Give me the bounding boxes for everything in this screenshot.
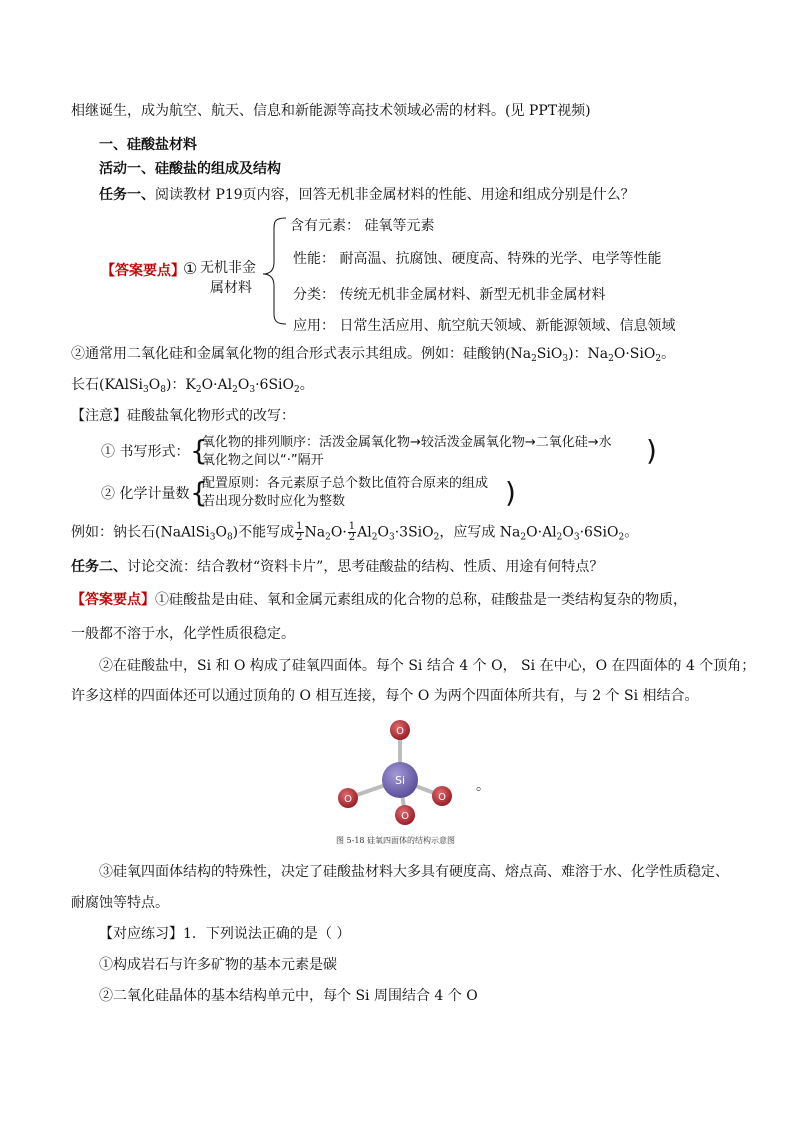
task2-text: 讨论交流：结合教材“资料卡片”，思考硅酸盐的结构、性质、用途有何特点？ — [127, 559, 604, 575]
svg-text:O: O — [401, 811, 409, 822]
tetrahedron-figure — [330, 716, 470, 828]
activity-title: 活动一、硅酸盐的组成及结构 — [99, 161, 281, 177]
figure-caption: 图 5-18 硅氧四面体的结构示意图 — [336, 836, 456, 845]
tree-item: 分类： 传统无机非金属材料、新型无机非金属材料 — [293, 287, 606, 303]
task2-label: 任务二、 — [71, 559, 127, 575]
section-title: 一、硅酸盐材料 — [99, 137, 197, 153]
para-si-line2: 许多这样的四面体还可以通过顶角的 O 相互连接，每个 O 为两个四面体所共有，与 2 个 Si 相结合。 — [71, 688, 699, 704]
note1-line1: 氧化物的排列顺序：活泼金属氧化物→较活泼金属氧化物→二氧化硅→水 — [202, 435, 612, 450]
tree-num: ① — [183, 259, 198, 278]
fraction: $\frac{1}{2}$ — [348, 521, 356, 543]
figure-trailing-mark: 。 — [476, 778, 490, 794]
exercise-option: ①构成岩石与许多矿物的基本元素是碳 — [99, 957, 337, 973]
tree-root-line1: 无机非金 — [200, 260, 256, 276]
tree-brace — [260, 214, 290, 328]
para-sodium-silicate: ②通常用二氧化硅和金属氧化物的组合形式表示其组成。例如：硅酸钠$(Na_2SiO_3)$：$Na_2O\cdot SiO_2$。 — [71, 346, 676, 364]
para-feldspar: 长石$(KAlSi_3O_8)$：$K_2O\cdot Al_2O_3\cdot 6SiO_2$。 — [71, 377, 314, 395]
note2-line1: 配置原则：各元素原子总个数比值符合原来的组成 — [202, 476, 489, 491]
silicon-atom — [382, 762, 418, 798]
exercise-option: ②二氧化硅晶体的基本结构单元中，每个 Si 周围结合 4 个 O — [99, 988, 478, 1004]
tetrahedron-svg — [330, 716, 470, 828]
answer-label: 【答案要点】 — [101, 263, 185, 279]
tree-item: 性能： 耐高温、抗腐蚀、硬度高、特殊的光学、电学等性能 — [293, 251, 662, 267]
note1-right-paren: ) — [646, 434, 657, 467]
svg-text:O: O — [396, 726, 404, 737]
para3b-line2: 耐腐蚀等特点。 — [71, 895, 169, 911]
note1-line2: 氧化物之间以“·”隔开 — [202, 453, 324, 468]
tree-root-line2: 属材料 — [210, 280, 252, 296]
task1-text: 阅读教材 P19页内容，回答无机非金属材料的性能、用途和组成分别是什么？ — [155, 187, 635, 203]
svg-text:Si: Si — [394, 774, 406, 787]
task1 — [99, 185, 635, 205]
para-si-line1: ②在硅酸盐中，Si 和 O 构成了硅氧四面体。每个 Si 结合 4 个 O， Si 在中心，O 在四面体的 4 个顶角； — [99, 658, 756, 674]
oxygen-atom — [338, 788, 358, 808]
note2-label: ② 化学计量数 — [101, 486, 190, 502]
exercise-title: 【对应练习】1．下列说法正确的是（ ） — [99, 926, 351, 942]
note-title: 【注意】硅酸盐氧化物形式的改写： — [71, 408, 295, 424]
answer2-line2: 一般都不溶于水，化学性质很稳定。 — [71, 626, 295, 642]
oxygen-atom — [395, 805, 415, 825]
intro-line: 相继诞生，成为航空、航天、信息和新能源等高技术领域必需的材料。(见 PPT视频) — [71, 103, 591, 119]
example-line: 例如：钠长石$(NaAlSi_3O_8)$不能写成 $\frac{1}{2}$ $Na_2O\cdot$ $\frac{1}{2}$ $Al_2O_3\cdot 3SiO_2$，应写成 $Na_2O\cdot Al_2O_3\cdot 6SiO_2$。 — [71, 521, 639, 543]
answer2-line1: 【答案要点】①硅酸盐是由硅、氧和金属元素组成的化合物的总称，硅酸盐是一类结构复杂的物质， — [71, 592, 687, 608]
note2-line2: 若出现分数时应化为整数 — [202, 494, 346, 509]
task1-label: 任务一、 — [99, 187, 155, 203]
task2 — [71, 557, 603, 577]
para3b-line1: ③硅氧四面体结构的特殊性，决定了硅酸盐材料大多具有硬度高、熔点高、难溶于水、化学性质稳定、 — [99, 864, 729, 880]
tree-item: 含有元素： 硅氧等元素 — [290, 218, 435, 234]
fraction: $\frac{1}{2}$ — [296, 521, 303, 543]
note2-left-brace: { — [190, 476, 208, 509]
note1-left-brace: { — [190, 434, 208, 467]
svg-text:O: O — [344, 794, 352, 805]
note1-label: ① 书写形式： — [101, 444, 190, 460]
oxygen-atom — [432, 786, 452, 806]
tree-item: 应用： 日常生活应用、航空航天领域、新能源领域、信息领域 — [293, 318, 676, 334]
note2-right-paren: ) — [505, 476, 516, 509]
oxygen-atom — [390, 720, 410, 740]
svg-text:O: O — [438, 792, 446, 803]
